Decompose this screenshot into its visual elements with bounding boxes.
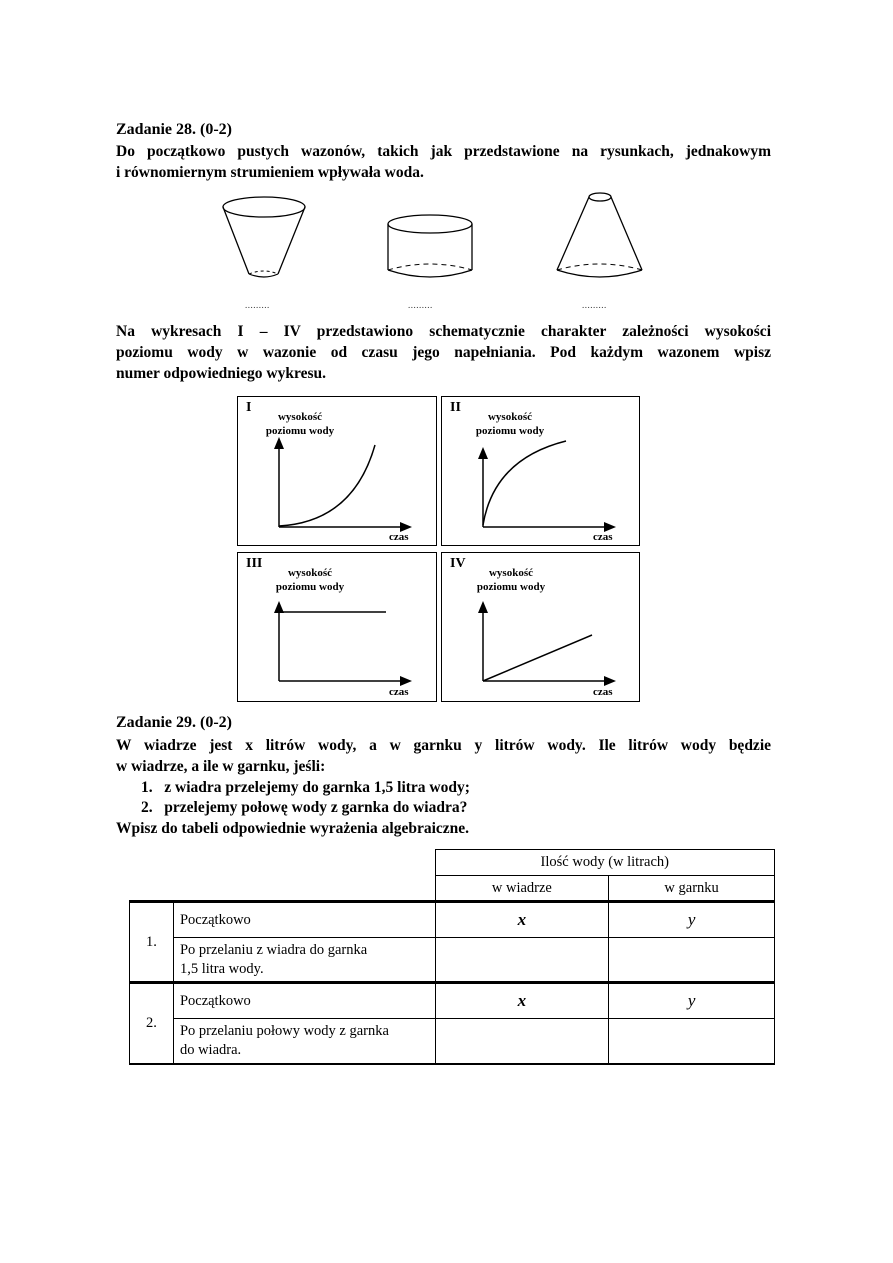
graph-numeral: III <box>246 556 263 571</box>
graph-IV-axes-curve <box>442 553 641 703</box>
task29-line1: W wiadrze jest x litrów wody, a w garnku y litrów wody. Ile litrów wody będzie <box>116 737 771 754</box>
answer-cell-pot-2[interactable] <box>609 1019 775 1064</box>
task28-desc-line1: Na wykresach I – IV przedstawiono schematycznie charakter zależności wysokości <box>116 323 771 340</box>
graph-III-axes-curve <box>238 553 438 703</box>
row-number: 2. <box>130 983 174 1064</box>
row-number: 1. <box>130 902 174 983</box>
graph-III <box>237 552 437 702</box>
task29-item1: 1. z wiadra przelejemy do garnka 1,5 litra wody; <box>141 779 470 796</box>
answer-cell-pot-1[interactable] <box>609 938 775 983</box>
graph-numeral: IV <box>450 556 466 571</box>
graph-ylabel: wysokość poziomu wody <box>275 567 345 593</box>
row-start-label: Początkowo <box>173 983 435 1019</box>
graph-ylabel: wysokość poziomu wody <box>475 411 545 437</box>
answer-cell-bucket-2[interactable] <box>435 1019 609 1064</box>
answer-blank-vase2[interactable]: ......... <box>408 300 433 310</box>
cell-start-bucket: x <box>435 902 609 938</box>
task28-desc-line3: numer odpowiedniego wykresu. <box>116 365 326 382</box>
graph-xlabel: czas <box>389 686 409 698</box>
task28-title: Zadanie 28. (0-2) <box>116 121 232 138</box>
graph-II <box>441 396 640 546</box>
graph-II-axes-curve <box>442 397 641 547</box>
graph-xlabel: czas <box>593 531 613 543</box>
vase-cylinder <box>388 215 472 277</box>
row-after-label: Po przelaniu połowy wody z garnka do wiadra. <box>173 1019 435 1064</box>
answer-blank-vase1[interactable]: ......... <box>245 300 270 310</box>
table-col-bucket: w wiadrze <box>435 876 609 902</box>
graph-xlabel: czas <box>593 686 613 698</box>
graph-IV <box>441 552 640 702</box>
cell-start-pot: y <box>609 902 775 938</box>
answer-blank-vase3[interactable]: ......... <box>582 300 607 310</box>
table-col-pot: w garnku <box>609 876 775 902</box>
graph-ylabel: wysokość poziomu wody <box>476 567 546 593</box>
vase-inverted-cone <box>223 197 305 277</box>
graph-I-axes-curve <box>238 397 438 547</box>
task29-instruction: Wpisz do tabeli odpowiednie wyrażenia algebraiczne. <box>116 820 470 837</box>
graph-xlabel: czas <box>389 531 409 543</box>
cell-start-pot: y <box>609 983 775 1019</box>
cell-start-bucket: x <box>435 983 609 1019</box>
task29-item2: 2. przelejemy połowę wody z garnka do wiadra? <box>141 799 468 816</box>
task28-intro-line1: Do początkowo pustych wazonów, takich jak przedstawione na rysunkach, jednakowym <box>116 143 771 160</box>
graph-numeral: I <box>246 400 252 415</box>
graph-numeral: II <box>450 400 461 415</box>
task28-desc-line2: poziomu wody w wazonie od czasu jego napełniania. Pod każdym wazonem wpisz <box>116 344 771 361</box>
table-header: Ilość wody (w litrach) <box>435 850 774 876</box>
vases-illustration <box>212 190 662 285</box>
row-after-label: Po przelaniu z wiadra do garnka 1,5 litra wody. <box>173 938 435 983</box>
answer-table <box>129 849 775 1065</box>
task29-title: Zadanie 29. (0-2) <box>116 714 232 731</box>
vase-cone <box>557 193 642 277</box>
graph-I <box>237 396 437 546</box>
task29-line2: w wiadrze, a ile w garnku, jeśli: <box>116 758 326 775</box>
task28-intro-line2: i równomiernym strumieniem wpływała woda. <box>116 164 424 181</box>
graph-ylabel: wysokość poziomu wody <box>265 411 335 437</box>
answer-cell-bucket-1[interactable] <box>435 938 609 983</box>
row-start-label: Początkowo <box>173 902 435 938</box>
